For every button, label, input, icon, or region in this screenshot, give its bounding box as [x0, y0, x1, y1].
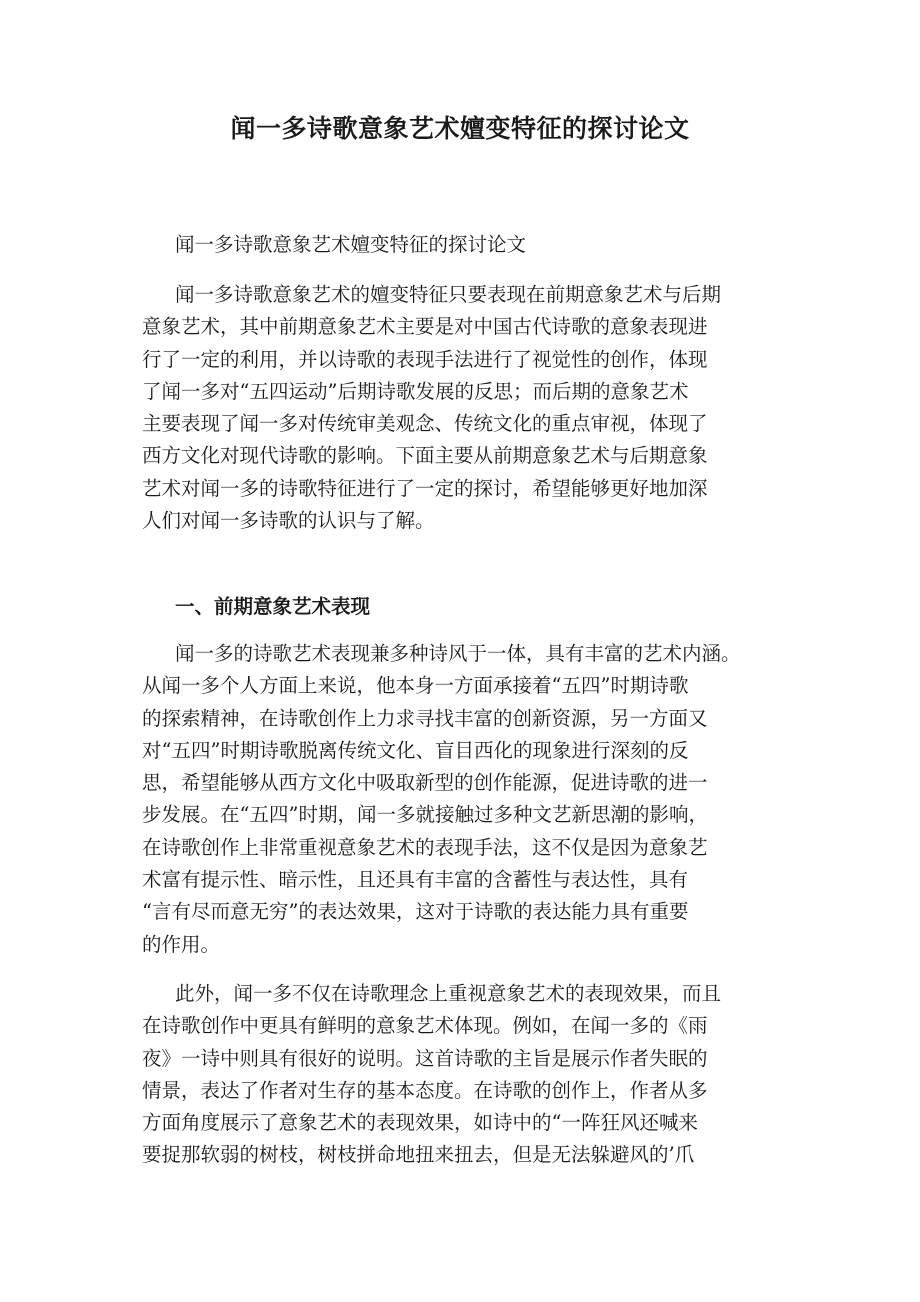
- paragraph-line: 术富有提示性、暗示性，且还具有丰富的含蓄性与表达性，具有: [142, 868, 689, 892]
- paragraph-line: “言有尽而意无穷”的表达效果，这对于诗歌的表达能力具有重要: [142, 900, 689, 924]
- paragraph-line: 从闻一多个人方面上来说，他本身一方面承接着“五四”时期诗歌: [142, 674, 689, 698]
- paragraph-line: 此外，闻一多不仅在诗歌理念上重视意象艺术的表现效果，而且: [175, 982, 722, 1005]
- paragraph-line: 在诗歌创作中更具有鲜明的意象艺术体现。例如，在闻一多的《雨: [142, 1014, 708, 1038]
- paragraph-line: 情景，表达了作者对生存的基本态度。在诗歌的创作上，作者从多: [142, 1078, 708, 1102]
- paragraph-line: 思，希望能够从西方文化中吸取新型的创作能源，促进诗歌的进一: [142, 771, 708, 795]
- paragraph-line: 意象艺术，其中前期意象艺术主要是对中国古代诗歌的意象表现进: [142, 315, 708, 339]
- paragraph-line: 西方文化对现代诗歌的影响。下面主要从前期意象艺术与后期意象: [142, 444, 708, 468]
- paragraph-line: 的作用。: [142, 932, 221, 956]
- section1-paragraph-2: [142, 978, 721, 1172]
- paragraph-line: 方面角度展示了意象艺术的表现效果，如诗中的“一阵狂风还喊来: [142, 1111, 698, 1135]
- paragraph-line: 步发展。在“五四”时期，闻一多就接触过多种文艺新思潮的影响，: [142, 803, 708, 827]
- intro-paragraph: [142, 279, 721, 537]
- paragraph-line: 行了一定的利用，并以诗歌的表现手法进行了视觉性的创作，体现: [142, 347, 708, 371]
- document-subtitle: 闻一多诗歌意象艺术嬗变特征的探讨论文: [175, 233, 527, 256]
- paragraph-line: 要捉那软弱的树枝，树枝拼命地扭来扭去，但是无法躲避风的’爪: [142, 1143, 695, 1167]
- section-heading: 一、前期意象艺术表现: [175, 595, 371, 618]
- document-title: 闻一多诗歌意象艺术嬗变特征的探讨论文: [230, 114, 690, 143]
- paragraph-line: 艺术对闻一多的诗歌特征进行了一定的探讨，希望能够更好地加深: [142, 476, 708, 500]
- paragraph-line: 在诗歌创作上非常重视意象艺术的表现手法，这不仅是因为意象艺: [142, 835, 708, 859]
- paragraph-line: 闻一多诗歌意象艺术的嬗变特征只要表现在前期意象艺术与后期: [175, 283, 722, 306]
- paragraph-line: 的探索精神，在诗歌创作上力求寻找丰富的创新资源，另一方面又: [142, 706, 708, 730]
- paragraph-line: 对“五四”时期诗歌脱离传统文化、盲目西化的现象进行深刻的反: [142, 738, 689, 762]
- paragraph-line: 主要表现了闻一多对传统审美观念、传统文化的重点审视，体现了: [142, 412, 708, 436]
- paragraph-line: 了闻一多对“五四运动”后期诗歌发展的反思；而后期的意象艺术: [142, 379, 689, 403]
- paragraph-line: 人们对闻一多诗歌的认识与了解。: [142, 509, 435, 533]
- paragraph-line: 闻一多的诗歌艺术表现兼多种诗风于一体，具有丰富的艺术内涵。: [175, 642, 741, 665]
- section1-paragraph: [142, 638, 741, 961]
- paragraph-line: 夜》一诗中则具有很好的说明。这首诗歌的主旨是展示作者失眠的: [142, 1046, 708, 1070]
